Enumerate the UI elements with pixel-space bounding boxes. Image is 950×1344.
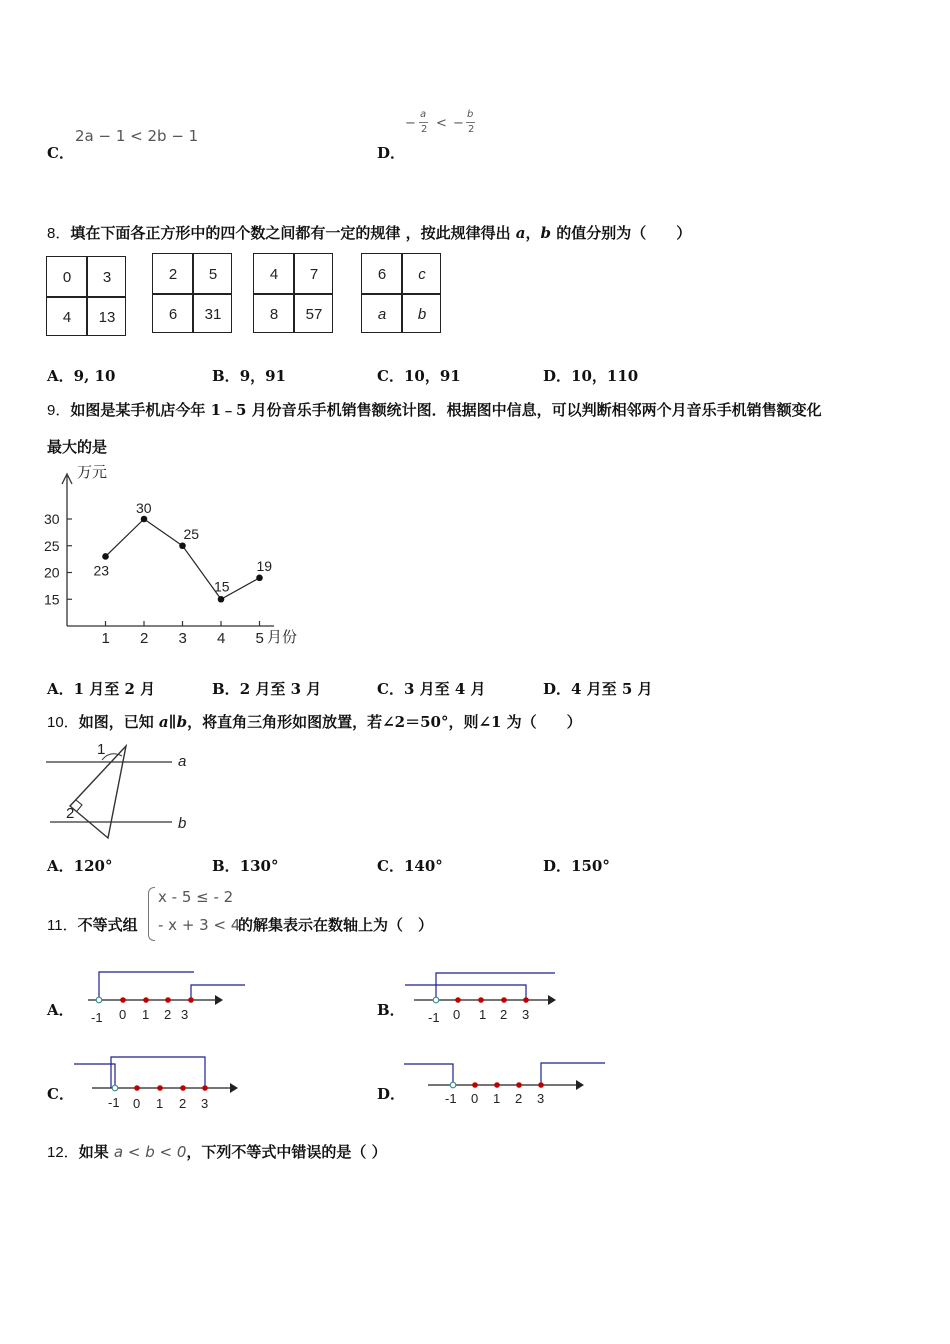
tick-label: -1 — [91, 1010, 103, 1025]
sales-line-chart — [40, 458, 320, 653]
solution-bracket-left-top — [436, 973, 555, 1000]
question-number: 11． — [47, 917, 78, 934]
q11-stem-start — [47, 914, 138, 935]
parallel-lines-triangle-figure — [42, 738, 202, 843]
tick-point — [516, 1082, 522, 1088]
tick-label: 1 — [156, 1096, 164, 1111]
tick-label: 1 — [142, 1007, 150, 1022]
tick-point — [134, 1085, 140, 1091]
y-tick-label: 30 — [44, 511, 60, 527]
x-axis-label: 月份 — [267, 629, 298, 646]
x-tick-label: 5 — [255, 630, 264, 647]
x-tick-label: 2 — [140, 630, 149, 647]
data-label: 25 — [183, 525, 200, 542]
q7-option-c-label[interactable]: C． — [47, 144, 74, 162]
grid-cell: 8 — [269, 305, 279, 323]
tick-point — [494, 1082, 500, 1088]
number-grid-1 — [46, 256, 126, 336]
axis-arrow — [548, 995, 556, 1005]
solution-bracket-left — [404, 1064, 453, 1085]
hollow-point — [96, 997, 102, 1003]
grid-cell: 0 — [62, 268, 72, 286]
fraction-numerator: a — [420, 109, 427, 120]
tick-label: 3 — [522, 1007, 530, 1022]
q9-option-b[interactable]: B．2 月至 3 月 — [212, 680, 322, 698]
tick-point — [180, 1085, 186, 1091]
y-axis-label: 万元 — [77, 464, 108, 481]
q11-option-d-label[interactable]: D． — [377, 1085, 406, 1103]
line-a-label: a — [178, 753, 187, 770]
number-grid-3 — [253, 253, 333, 333]
tick-point — [523, 997, 529, 1003]
tick-label: 0 — [119, 1007, 127, 1022]
q10-stem — [47, 711, 582, 732]
axis-arrow — [576, 1080, 584, 1090]
solution-bracket-left — [99, 972, 194, 1000]
data-label: 15 — [214, 578, 230, 595]
grid-cell: 4 — [62, 308, 72, 326]
stem-text: 如图，已知 — [78, 713, 159, 731]
grid-cell: 57 — [305, 305, 323, 323]
tick-point — [501, 997, 507, 1003]
tick-label: -1 — [108, 1095, 120, 1110]
system-brace — [148, 887, 155, 941]
q8-stem — [47, 222, 691, 243]
hollow-point — [433, 997, 439, 1003]
stem-text: 如果 — [78, 1143, 114, 1161]
var-a: a — [515, 224, 526, 242]
data-point — [218, 596, 225, 603]
tick-label: 3 — [537, 1091, 545, 1106]
inequality-2: - x + 3 < 4 — [158, 916, 241, 934]
hollow-point — [112, 1085, 118, 1091]
tick-label: 2 — [164, 1007, 172, 1022]
q9-stem-line2: 最大的是 — [47, 438, 108, 456]
tick-label: 2 — [515, 1091, 523, 1106]
solution-bracket-right — [541, 1063, 605, 1085]
fraction-denominator: 2 — [421, 124, 428, 135]
q10-option-a[interactable]: A．120° — [47, 857, 113, 875]
number-grid-4 — [361, 253, 441, 333]
right-triangle — [70, 746, 126, 838]
x-tick-label: 4 — [217, 630, 226, 647]
q8-option-c[interactable]: C．10，91 — [377, 367, 461, 385]
question-number: 10． — [47, 714, 79, 731]
q7-option-d-label[interactable]: D． — [377, 144, 406, 162]
data-point — [141, 516, 148, 523]
data-point — [179, 542, 186, 549]
grid-cell: 13 — [98, 308, 116, 326]
q11-option-b-label[interactable]: B． — [377, 1001, 405, 1019]
tick-label: -1 — [428, 1010, 440, 1025]
grid-cell: 31 — [204, 305, 222, 323]
number-line-c[interactable] — [70, 1050, 250, 1115]
tick-label: 2 — [500, 1007, 508, 1022]
q10-option-d[interactable]: D．150° — [543, 857, 610, 875]
tick-label: 0 — [133, 1096, 141, 1111]
number-line-a[interactable] — [70, 965, 250, 1030]
minus-sign: − — [453, 116, 464, 131]
stem-text-end: 的值分别为（ ） — [551, 224, 692, 242]
q8-option-b[interactable]: B．9，91 — [212, 367, 286, 385]
right-angle-mark — [76, 800, 82, 811]
tick-point — [165, 997, 171, 1003]
fraction-denominator: 2 — [468, 124, 475, 135]
question-number: 12． — [47, 1144, 79, 1161]
number-grid-2 — [152, 253, 232, 333]
tick-point — [143, 997, 149, 1003]
y-tick-label: 20 — [44, 564, 60, 581]
grid-cell: 4 — [269, 265, 279, 283]
y-tick-label: 15 — [44, 591, 60, 608]
data-label: 19 — [256, 557, 273, 574]
data-label: 30 — [136, 500, 152, 516]
minus-sign: − — [405, 116, 416, 131]
q8-option-d[interactable]: D．10，110 — [543, 367, 639, 385]
tick-label: 3 — [181, 1007, 189, 1022]
q10-option-b[interactable]: B．130° — [212, 857, 279, 875]
q10-option-c[interactable]: C．140° — [377, 857, 443, 875]
number-line-d[interactable] — [400, 1050, 610, 1115]
parallel-expr: a∥b — [158, 713, 188, 731]
q11-option-c-label[interactable]: C． — [47, 1085, 74, 1103]
angle-1-label: 1 — [97, 741, 106, 758]
stem-text-end: ，下列不等式中错误的是（ ） — [186, 1143, 387, 1161]
data-point — [102, 553, 109, 560]
fraction-bar — [419, 122, 428, 123]
tick-label: 1 — [493, 1091, 501, 1106]
tick-label: 1 — [479, 1007, 487, 1022]
grid-cell: c — [418, 265, 426, 283]
axis-arrow — [230, 1083, 238, 1093]
x-tick-label: 3 — [178, 630, 187, 647]
number-line-b[interactable] — [400, 965, 565, 1030]
grid-cell: 3 — [102, 268, 112, 286]
tick-point — [472, 1082, 478, 1088]
less-than-sign: < — [436, 116, 447, 131]
x-tick-label: 1 — [101, 630, 110, 647]
data-label: 23 — [93, 562, 110, 579]
q7-option-c-expr: 2a − 1 < 2b − 1 — [75, 127, 199, 145]
q9-option-c[interactable]: C．3 月至 4 月 — [377, 680, 486, 698]
series-line — [106, 519, 260, 599]
tick-label: 0 — [471, 1091, 479, 1106]
fraction-numerator: b — [467, 109, 474, 120]
stem-text: 填在下面各正方形中的四个数之间都有一定的规律 ，按此规律得出 — [70, 224, 516, 242]
grid-cell: 6 — [377, 265, 387, 283]
tick-point — [188, 997, 194, 1003]
q8-option-a[interactable]: A．9, 10 — [47, 367, 116, 385]
separator: ， — [525, 224, 541, 242]
question-number: 8． — [47, 225, 71, 242]
stem-text-end: ，将直角三角形如图放置，若∠2＝50°，则∠1 为（ ） — [187, 713, 582, 731]
grid-cell: a — [377, 305, 387, 323]
y-tick-label: 25 — [44, 537, 60, 554]
var-b: b — [540, 224, 552, 242]
line-b-label: b — [178, 815, 187, 832]
tick-point — [157, 1085, 163, 1091]
grid-cell: b — [417, 305, 427, 323]
solution-bracket-right — [111, 1057, 205, 1088]
tick-label: 2 — [179, 1096, 187, 1111]
q12-stem — [47, 1141, 387, 1162]
grid-cell: 7 — [309, 265, 319, 283]
tick-label: -1 — [445, 1091, 457, 1106]
tick-label: 3 — [201, 1096, 209, 1111]
tick-point — [538, 1082, 544, 1088]
stem-text: 不等式组 — [77, 916, 138, 934]
data-point — [256, 575, 263, 582]
hollow-point — [450, 1082, 456, 1088]
tick-point — [202, 1085, 208, 1091]
grid-cell: 6 — [168, 305, 178, 323]
q11-option-a-label[interactable]: A． — [47, 1001, 74, 1019]
grid-cell: 2 — [168, 265, 178, 283]
q9-stem-line1 — [47, 399, 822, 420]
q9-option-d[interactable]: D．4 月至 5 月 — [543, 680, 653, 698]
solution-bracket-left — [74, 1064, 115, 1088]
q11-stem-end: 的解集表示在数轴上为（ ） — [238, 916, 434, 934]
inequality-expr: a < b < 0 — [113, 1143, 187, 1161]
axis-arrow — [215, 995, 223, 1005]
question-number: 9． — [47, 402, 71, 419]
stem-text: 如图是某手机店今年 1﹣5 月份音乐手机销售额统计图．根据图中信息，可以判断相邻两个月音乐手机销售额变化 — [70, 401, 822, 419]
grid-cell: 5 — [208, 265, 218, 283]
inequality-1: x - 5 ≤ - 2 — [158, 888, 234, 906]
tick-label: 0 — [453, 1007, 461, 1022]
tick-point — [455, 997, 461, 1003]
tick-point — [478, 997, 484, 1003]
tick-point — [120, 997, 126, 1003]
fraction-bar — [466, 122, 475, 123]
angle-2-label: 2 — [66, 805, 75, 822]
q9-option-a[interactable]: A．1 月至 2 月 — [47, 680, 156, 698]
